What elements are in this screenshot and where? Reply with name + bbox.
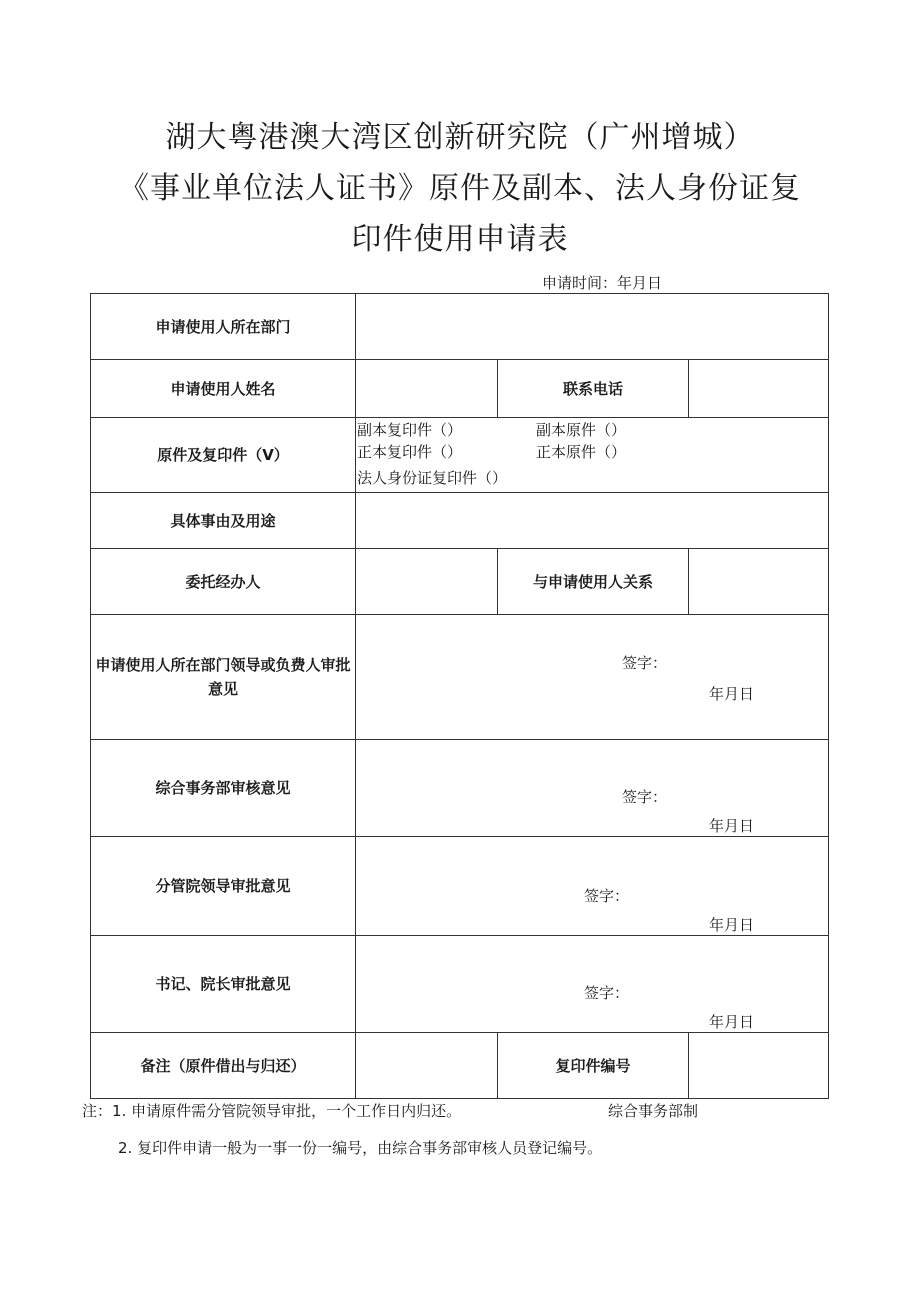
option-id-copy[interactable]: 法人身份证复印件（） [357, 469, 508, 487]
dept-leader-date: 年月日 [709, 685, 755, 703]
doc-type-label: 原件及复印件（V） [157, 446, 289, 464]
dept-label: 申请使用人所在部门 [155, 317, 291, 336]
option-original[interactable]: 正本原件（） [536, 443, 627, 461]
general-affairs-label: 综合事务部审核意见 [155, 779, 291, 797]
remark-label: 备注（原件借出与归还） [140, 1056, 306, 1075]
note-2: 2. 复印件申请一般为一事一份一编号，由综合事务部审核人员登记编号。 [118, 1139, 603, 1157]
secretary-label: 书记、院长审批意见 [155, 975, 291, 993]
title-line-1: 湖大粤港澳大湾区创新研究院（广州增城） [165, 120, 755, 155]
title-line-3: 印件使用申请表 [351, 222, 569, 257]
note-1: 注：1. 申请原件需分管院领导审批，一个工作日内归还。 [82, 1102, 462, 1120]
option-copy-of-duplicate[interactable]: 副本复印件（） [357, 421, 463, 439]
dept-leader-label: 申请使用人所在部门领导或负费人审批意见 [95, 656, 351, 698]
option-copy-of-original[interactable]: 正本复印件（） [357, 443, 463, 461]
dept-field[interactable] [356, 294, 828, 359]
relation-field[interactable] [689, 549, 828, 614]
vp-label: 分管院领导审批意见 [155, 877, 291, 895]
secretary-sign: 签字： [584, 984, 630, 1002]
application-date: 申请时间：年月日 [542, 274, 663, 292]
remark-field[interactable] [356, 1033, 497, 1098]
phone-field[interactable] [689, 360, 828, 417]
name-label: 申请使用人姓名 [170, 379, 276, 398]
relation-label: 与申请使用人关系 [532, 572, 653, 591]
copy-number-field[interactable] [689, 1033, 828, 1098]
option-duplicate-original[interactable]: 副本原件（） [536, 421, 627, 439]
general-affairs-sign: 签字： [622, 788, 668, 806]
name-field[interactable] [356, 360, 497, 417]
maker-note: 综合事务部制 [608, 1102, 699, 1120]
vp-date: 年月日 [709, 916, 755, 934]
purpose-field[interactable] [356, 493, 828, 548]
agent-label: 委托经办人 [185, 572, 261, 591]
phone-label: 联系电话 [562, 379, 623, 398]
secretary-date: 年月日 [709, 1013, 755, 1031]
copy-number-label: 复印件编号 [555, 1056, 631, 1075]
title-line-2: 《事业单位法人证书》原件及副本、法人身份证复 [119, 171, 801, 206]
general-affairs-date: 年月日 [709, 817, 755, 835]
agent-field[interactable] [356, 549, 497, 614]
vp-sign: 签字： [584, 887, 630, 905]
purpose-label: 具体事由及用途 [170, 511, 276, 530]
dept-leader-sign: 签字： [622, 654, 668, 672]
